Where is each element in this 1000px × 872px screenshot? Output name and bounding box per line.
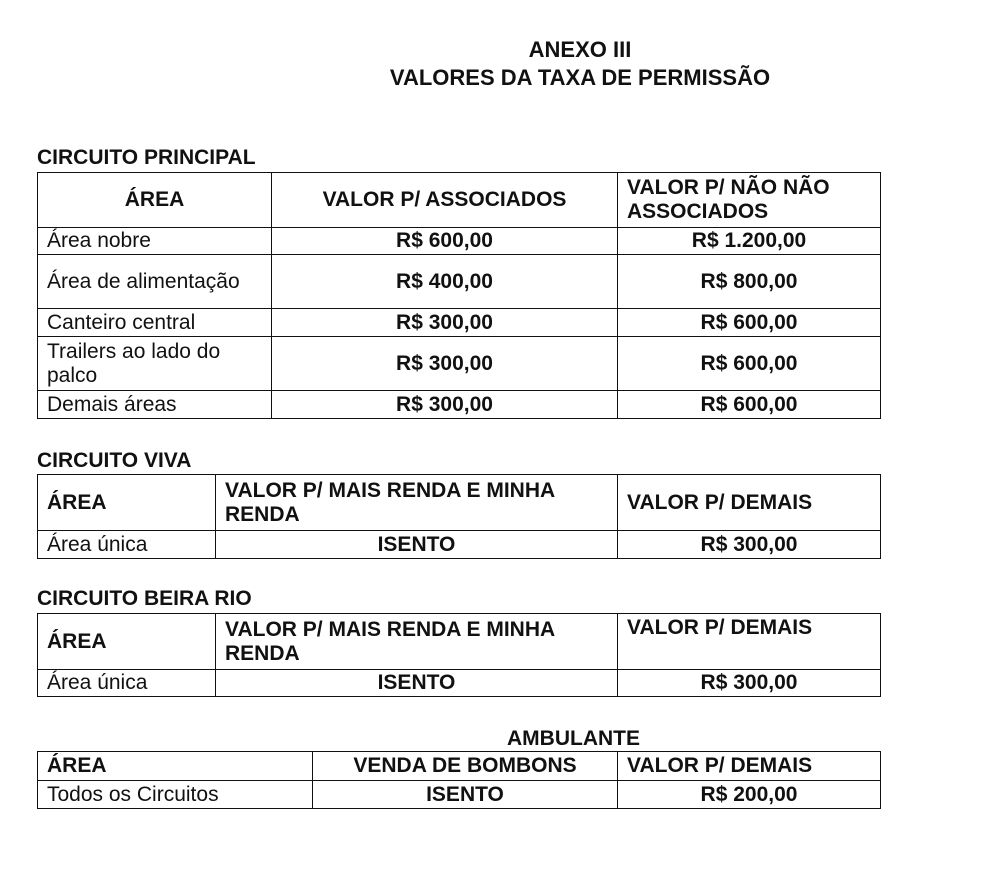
table-viva [37,474,881,559]
area-cell: Todos os Circuitos [38,781,313,809]
table-row [38,391,881,419]
valor-demais-cell: R$ 300,00 [618,531,881,559]
valor-demais-cell: R$ 200,00 [618,781,881,809]
header-area: ÁREA [38,173,272,228]
header-area: ÁREA [38,752,313,781]
table-row [38,337,881,391]
table-row [38,531,881,559]
area-cell: Área de alimentação [38,255,272,309]
section-title-beira-rio: CIRCUITO BEIRA RIO [37,587,252,610]
table-header-row [38,475,881,531]
header-valor-renda: VALOR P/ MAIS RENDA E MINHA RENDA [216,475,618,531]
header-venda-bombons: VENDA DE BOMBONS [313,752,618,781]
table-beira-rio [37,613,881,697]
table-row [38,309,881,337]
table-row [38,228,881,255]
valor-nao-associados-cell: R$ 600,00 [618,309,881,337]
header-area: ÁREA [38,475,216,531]
header-valor-associados: VALOR P/ ASSOCIADOS [272,173,618,228]
table-header-row [38,173,881,228]
area-cell: Canteiro central [38,309,272,337]
header-area: ÁREA [38,614,216,670]
valor-nao-associados-cell: R$ 800,00 [618,255,881,309]
area-cell: Área única [38,670,216,697]
venda-bombons-cell: ISENTO [313,781,618,809]
table-row [38,670,881,697]
header-valor-demais: VALOR P/ DEMAIS [618,614,881,670]
area-cell: Trailers ao lado do palco [38,337,272,391]
section-title-viva: CIRCUITO VIVA [37,449,192,472]
header-valor-demais: VALOR P/ DEMAIS [618,475,881,531]
valor-associados-cell: R$ 300,00 [272,391,618,419]
header-valor-renda: VALOR P/ MAIS RENDA E MINHA RENDA [216,614,618,670]
valor-associados-cell: R$ 400,00 [272,255,618,309]
annex-title: ANEXO III [528,37,632,62]
section-title-principal: CIRCUITO PRINCIPAL [37,146,256,169]
section-title-ambulante: AMBULANTE [507,727,640,750]
valor-associados-cell: R$ 300,00 [272,309,618,337]
valor-nao-associados-cell: R$ 600,00 [618,391,881,419]
valor-associados-cell: R$ 300,00 [272,337,618,391]
table-header-row [38,752,881,781]
valor-associados-cell: R$ 600,00 [272,228,618,255]
valor-nao-associados-cell: R$ 600,00 [618,337,881,391]
valor-nao-associados-cell: R$ 1.200,00 [618,228,881,255]
table-ambulante [37,751,881,809]
table-row [38,255,881,309]
table-principal [37,172,881,419]
valor-demais-cell: R$ 300,00 [618,670,881,697]
area-cell: Demais áreas [38,391,272,419]
table-header-row [38,614,881,670]
area-cell: Área nobre [38,228,272,255]
header-valor-demais: VALOR P/ DEMAIS [618,752,881,781]
table-row [38,781,881,809]
valor-renda-cell: ISENTO [216,531,618,559]
header-valor-nao-associados: VALOR P/ NÃO NÃO ASSOCIADOS [618,173,881,228]
area-cell: Área única [38,531,216,559]
valor-renda-cell: ISENTO [216,670,618,697]
page-title: VALORES DA TAXA DE PERMISSÃO [389,65,771,90]
